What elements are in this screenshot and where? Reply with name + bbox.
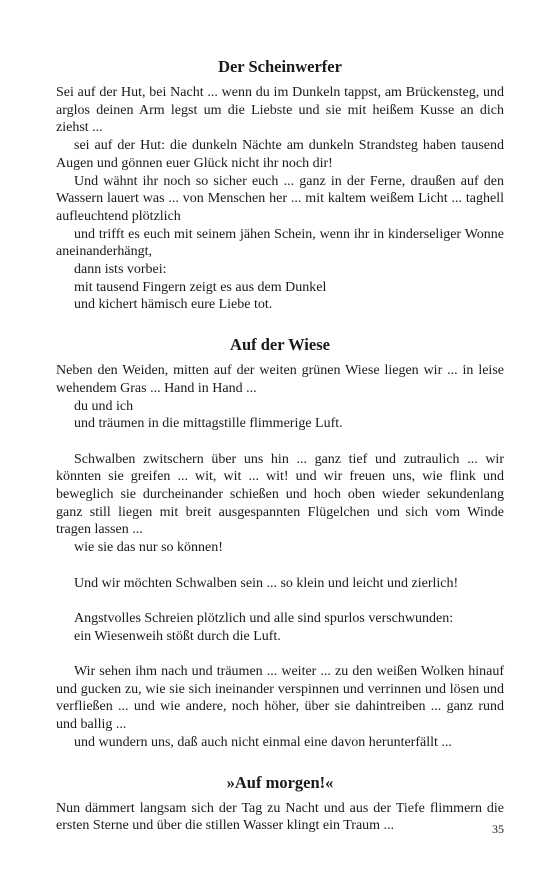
paragraph: wie sie das nur so können! <box>74 540 223 556</box>
paragraph: Und wir möchten Schwalben sein ... so klein und leicht und zierlich! <box>74 575 459 591</box>
paragraph: sei auf der Hut: die dunkeln Nächte am dunkeln Strandsteg haben tausend Augen und gönnen euer Glück nicht ihr noch dir! <box>56 138 504 171</box>
paragraph: mit tausend Fingern zeigt es aus dem Dunkel <box>74 279 327 295</box>
section-auf-der-wiese <box>56 334 504 751</box>
paragraph-gap <box>56 557 504 575</box>
paragraph: Nun dämmert langsam sich der Tag zu Nacht und aus der Tiefe flimmern die ersten Sterne und über die stillen Wasser klingt ein Traum ... <box>56 800 504 834</box>
paragraph: dann ists vorbei: <box>74 262 167 278</box>
paragraph: Angstvolles Schreien plötzlich und alle sind spurlos verschwunden: <box>74 610 454 626</box>
paragraph: und trifft es euch mit seinem jähen Schein, wenn ihr in kinderseliger Wonne aneinanderhängt, <box>56 226 504 260</box>
paragraph: Neben den Weiden, mitten auf der weiten grünen Wiese liegen wir ... in leise wehendem Gras ... Hand in Hand ... <box>56 363 504 396</box>
page-number: 35 <box>492 822 504 836</box>
paragraph: Und wähnt ihr noch so sicher euch ... ganz in der Ferne, draußen auf den Wassern lauert was ... von Menschen her ... mit kaltem weißem Licht ... taghell aufleuchtend plötzlich <box>56 173 504 224</box>
paragraph: Schwalben zwitschern über uns hin ... ganz tief und zutraulich ... wir könnten sie greifen ... wit, wit ... wit! und wir freuen uns, wie flink und beweglich sie durcheinander schießen und hoch oben wieder sekundenlang ganz still liegen mit breit ausgespannten Flügelchen und sich vom Winde tragen lassen ... <box>56 451 504 538</box>
section-der-scheinwerfer <box>56 56 504 314</box>
paragraph: ein Wiesenweih stößt durch die Luft. <box>74 628 281 644</box>
section-title: »Auf morgen!« <box>226 772 334 792</box>
paragraph: Wir sehen ihm nach und träumen ... weiter ... zu den weißen Wolken hinauf und gucken zu, wie sie sich ineinander verspinnen und verrinnen und lösen und verfließen ... und wie andere, noch höher, über sie dahintreiben ... ganz rund und ballig ... <box>56 664 504 733</box>
section-auf-morgen <box>56 772 504 835</box>
paragraph: und träumen in die mittagstille flimmerige Luft. <box>74 416 343 432</box>
paragraph-gap <box>56 592 504 610</box>
paragraph: und kichert hämisch eure Liebe tot. <box>74 297 273 313</box>
page-body <box>56 56 504 855</box>
section-title: Der Scheinwerfer <box>218 57 342 76</box>
paragraph-gap <box>56 645 504 663</box>
section-title: Auf der Wiese <box>230 335 330 355</box>
paragraph: und wundern uns, daß auch nicht einmal eine davon herunterfällt ... <box>74 734 452 750</box>
paragraph-gap <box>56 433 504 451</box>
paragraph: Sei auf der Hut, bei Nacht ... wenn du im Dunkeln tappst, am Brückensteg, und arglos deinen Arm legst um die Liebste und sie mit heißem Kusse an dich ziehst ... <box>56 85 504 136</box>
paragraph: du und ich <box>74 398 134 414</box>
